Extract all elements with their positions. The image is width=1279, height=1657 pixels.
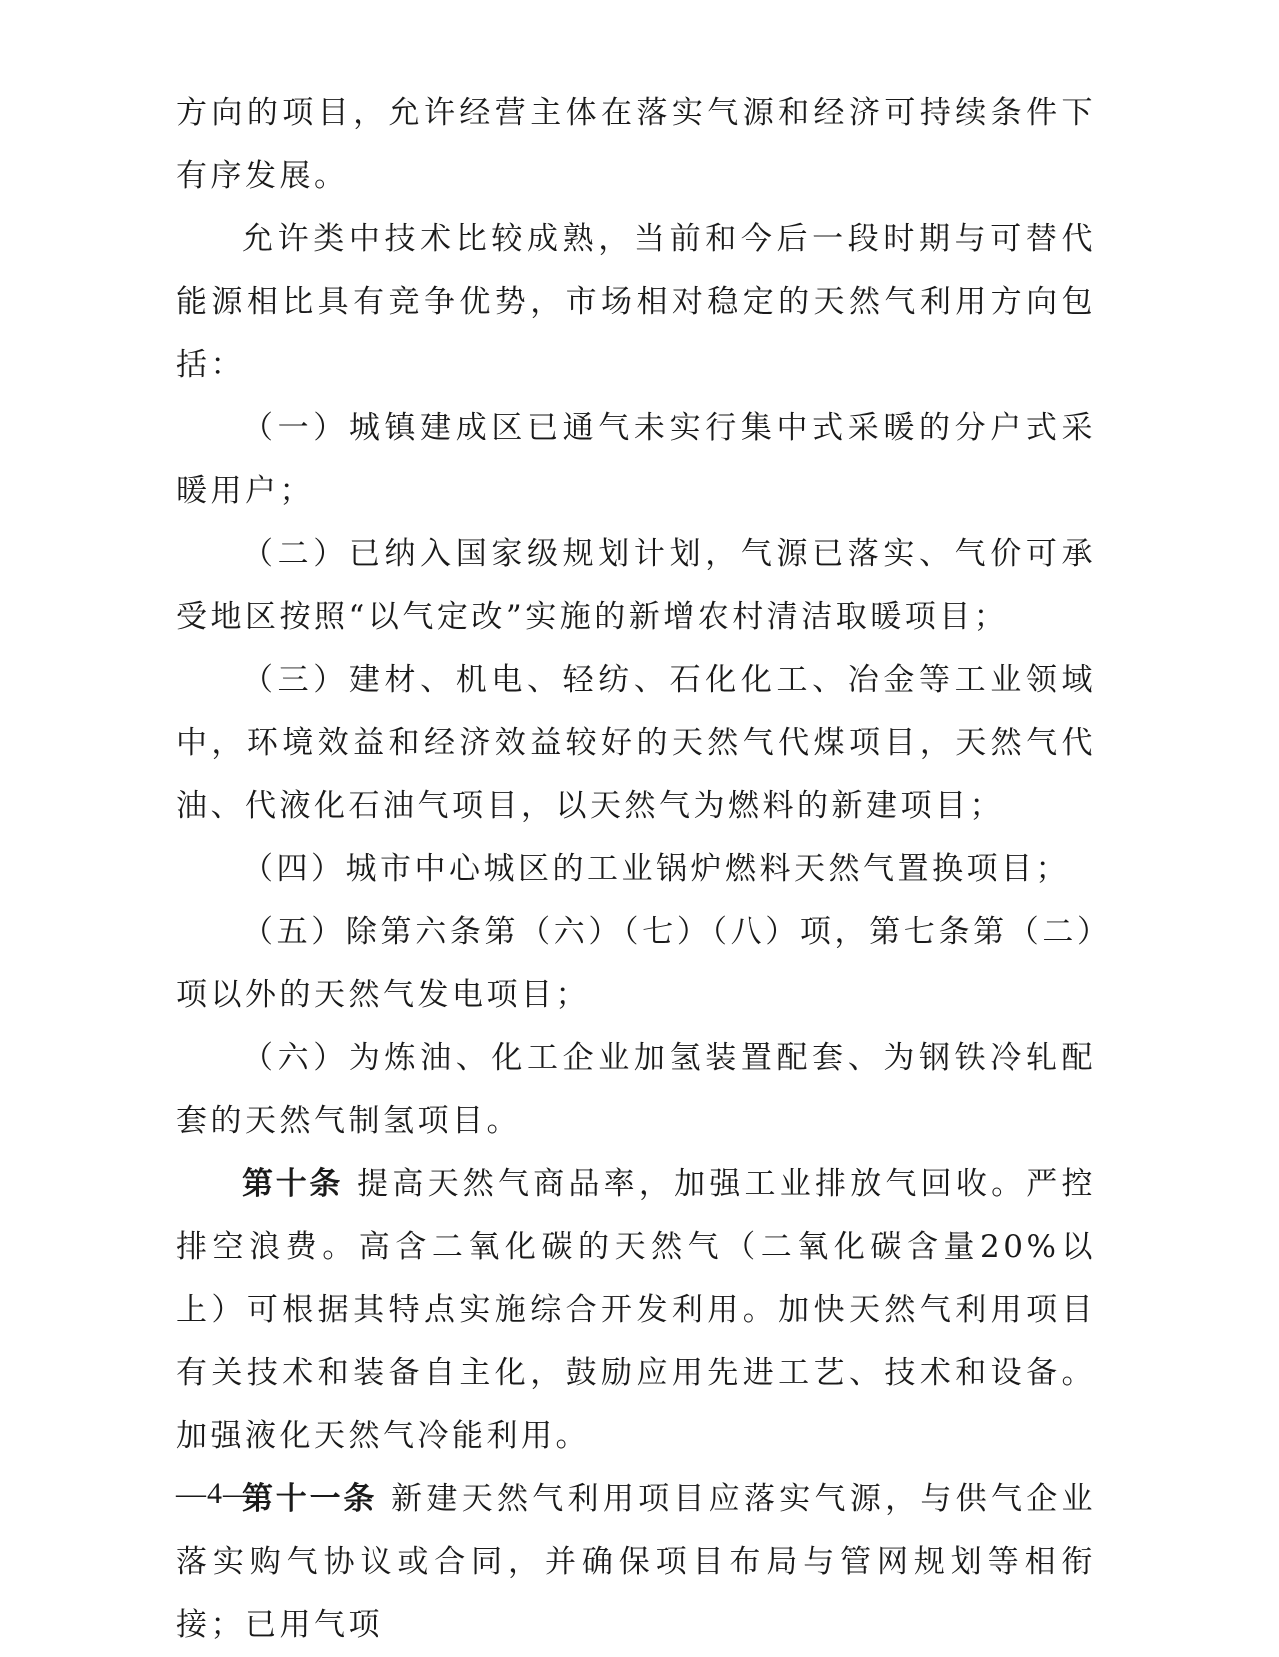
body-paragraph	[176, 523, 1096, 649]
body-paragraph	[176, 649, 1096, 838]
body-paragraph	[176, 901, 1096, 1027]
body-paragraph	[176, 208, 1096, 397]
paragraph-text: （五）除第六条第（六）（七）（八）项，第七条第（二）项以外的天然气发电项目；	[176, 914, 1096, 1013]
paragraph-text: （三）建材、机电、轻纺、石化化工、冶金等工业领域中，环境效益和经济效益较好的天然气代煤项目，天然气代油、代液化石油气项目，以天然气为燃料的新建项目；	[176, 662, 1096, 824]
paragraph-text: （四）城市中心城区的工业锅炉燃料天然气置换项目；	[242, 851, 1070, 887]
paragraph-text: 方向的项目，允许经营主体在落实气源和经济可持续条件下有序发展。	[176, 95, 1096, 194]
body-paragraph	[176, 1027, 1096, 1153]
body-paragraph	[176, 82, 1096, 208]
article-number: 第十一条	[242, 1481, 378, 1517]
paragraph-text: （二）已纳入国家级规划计划，气源已落实、气价可承受地区按照“以气定改”实施的新增农村清洁取暖项目；	[176, 536, 1096, 635]
body-paragraph	[176, 838, 1096, 901]
paragraph-text: （一）城镇建成区已通气未实行集中式采暖的分户式采暖用户；	[176, 410, 1096, 509]
paragraph-text: （六）为炼油、化工企业加氢装置配套、为钢铁冷轧配套的天然气制氢项目。	[176, 1040, 1096, 1139]
paragraph-text: 允许类中技术比较成熟，当前和今后一段时期与可替代能源相比具有竞争优势，市场相对稳定的天然气利用方向包括：	[176, 221, 1096, 383]
article-paragraph	[176, 1153, 1096, 1468]
page-number: —4—	[176, 1477, 254, 1510]
document-body	[176, 82, 1096, 1657]
body-paragraph	[176, 397, 1096, 523]
article-paragraph	[176, 1468, 1096, 1657]
paragraph-text: 提高天然气商品率，加强工业排放气回收。严控排空浪费。高含二氧化碳的天然气（二氧化碳含量20%以上）可根据其特点实施综合开发利用。加快天然气利用项目有关技术和装备自主化，鼓励应用先进工艺、技术和设备。加强液化天然气冷能利用。	[176, 1166, 1097, 1454]
paragraph-text: 新建天然气利用项目应落实气源，与供气企业落实购气协议或合同，并确保项目布局与管网规划等相衔接；已用气项	[176, 1481, 1097, 1643]
article-number: 第十条	[242, 1166, 344, 1202]
